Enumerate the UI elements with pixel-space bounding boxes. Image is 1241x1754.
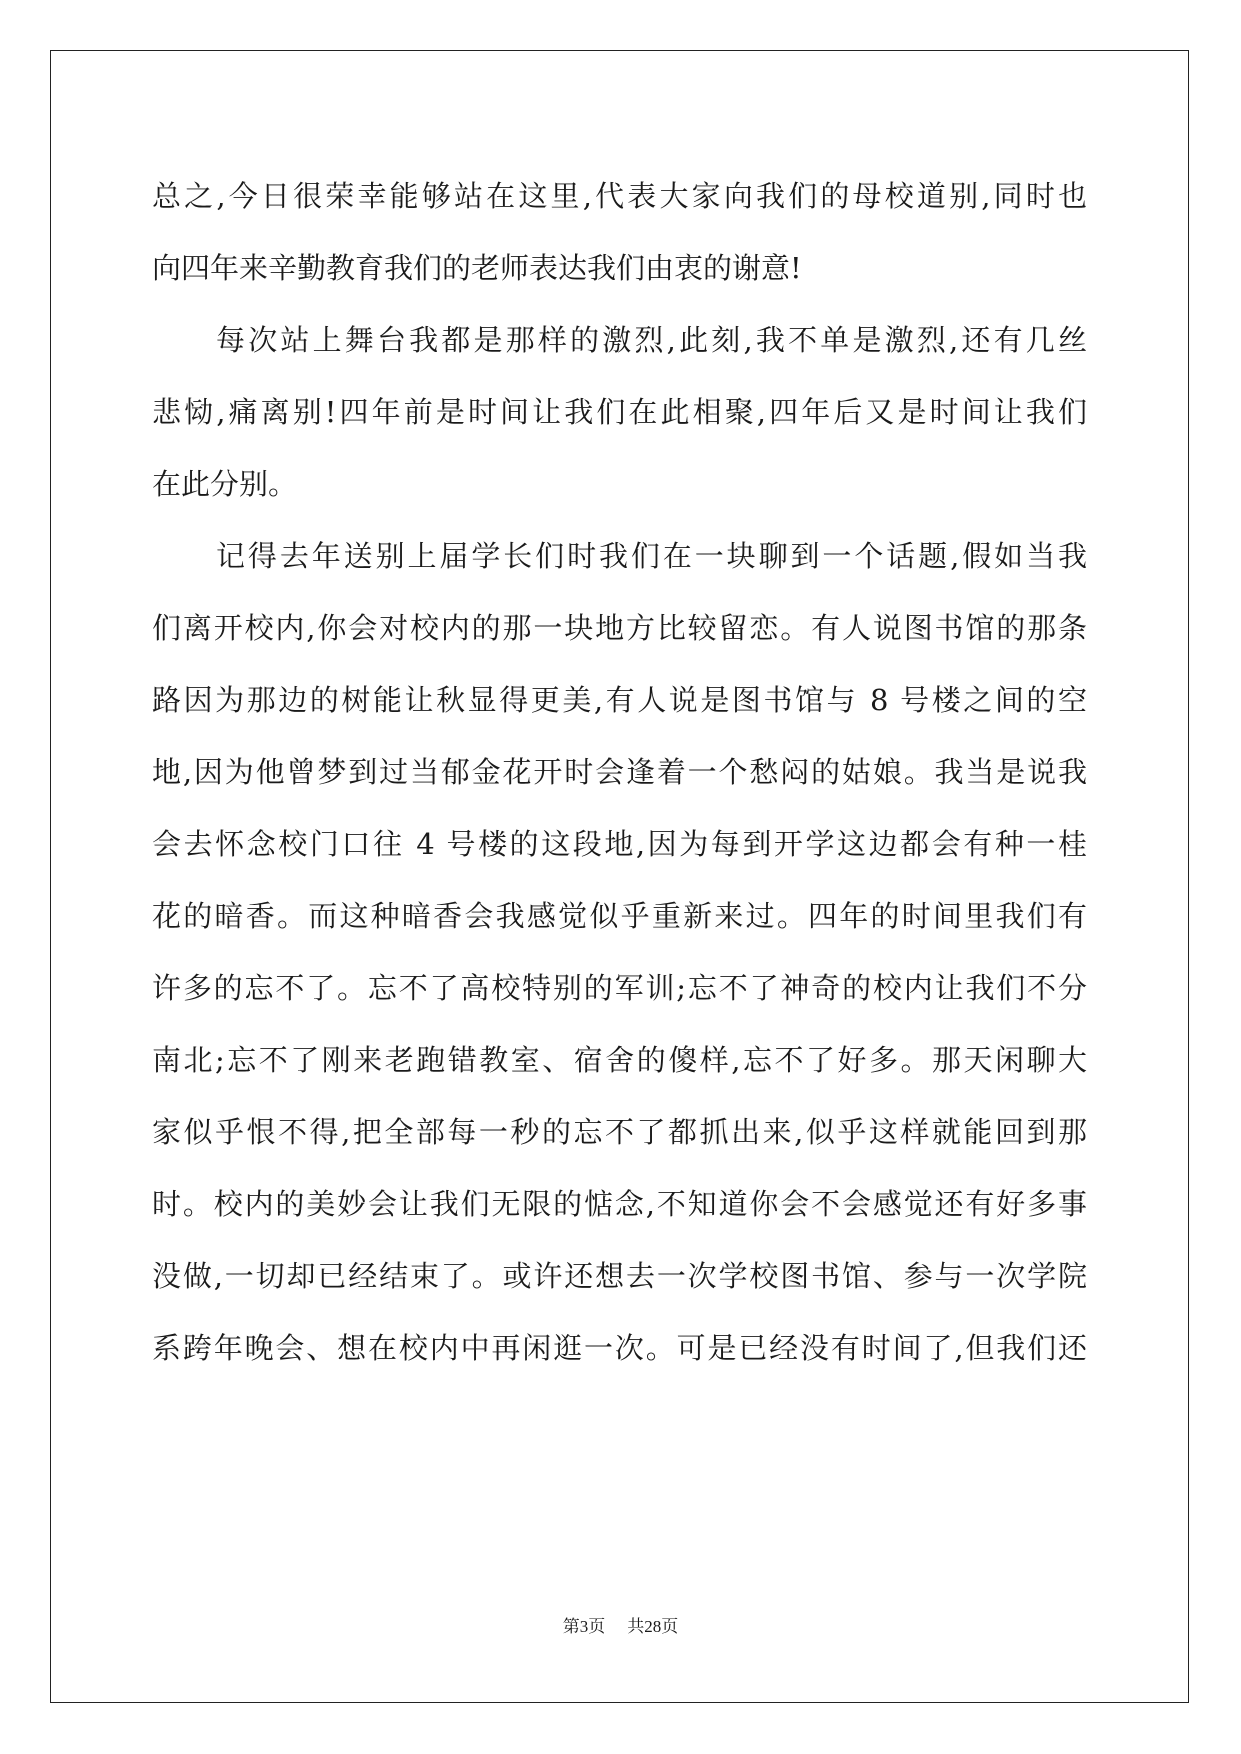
- total-page-count: 28: [644, 1617, 662, 1636]
- text-line: 地,因为他曾梦到过当郁金花开时会逢着一个愁闷的姑娘。我当是说我: [152, 755, 1087, 789]
- text-line: 时。校内的美妙会让我们无限的惦念,不知道你会不会感觉还有好多事: [152, 1187, 1087, 1221]
- text-line: 记得去年送别上届学长们时我们在一块聊到一个话题,假如当我: [216, 539, 1087, 573]
- text-line: 们离开校内,你会对校内的那一块地方比较留恋。有人说图书馆的那条: [152, 611, 1087, 645]
- text-line: 许多的忘不了。忘不了高校特别的军训;忘不了神奇的校内让我们不分: [152, 971, 1087, 1005]
- document-body: [152, 160, 1087, 1384]
- text-line: 总之,今日很荣幸能够站在这里,代表大家向我们的母校道别,同时也: [152, 179, 1087, 213]
- text-line: 会去怀念校门口往 4 号楼的这段地,因为每到开学这边都会有种一桂: [152, 827, 1087, 861]
- text-line: 路因为那边的树能让秋显得更美,有人说是图书馆与 8 号楼之间的空: [152, 683, 1087, 717]
- text-line: 没做,一切却已经结束了。或许还想去一次学校图书馆、参与一次学院: [152, 1259, 1087, 1293]
- page-suffix: 页: [588, 1617, 606, 1637]
- total-prefix: 共: [627, 1617, 645, 1637]
- text-line: 花的暗香。而这种暗香会我感觉似乎重新来过。四年的时间里我们有: [152, 899, 1087, 933]
- text-line: 悲恸,痛离别!四年前是时间让我们在此相聚,四年后又是时间让我们: [152, 395, 1087, 429]
- current-page-number: 3: [579, 1617, 589, 1636]
- text-line: 在此分别。: [152, 467, 298, 501]
- paragraph: [152, 304, 1087, 520]
- text-line: 系跨年晚会、想在校内中再闲逛一次。可是已经没有时间了,但我们还: [152, 1331, 1087, 1365]
- paragraph: [152, 160, 1087, 304]
- text-line: 南北;忘不了刚来老跑错教室、宿舍的傻样,忘不了好多。那天闲聊大: [152, 1043, 1087, 1077]
- total-suffix: 页: [661, 1617, 679, 1637]
- page-prefix: 第: [562, 1617, 580, 1637]
- page-number-footer: [0, 1612, 1241, 1637]
- text-line: 家似乎恨不得,把全部每一秒的忘不了都抓出来,似乎这样就能回到那: [152, 1115, 1087, 1149]
- text-line: 向四年来辛勤教育我们的老师表达我们由衷的谢意!: [152, 251, 802, 285]
- text-line: 每次站上舞台我都是那样的激烈,此刻,我不单是激烈,还有几丝: [216, 323, 1087, 357]
- paragraph: [152, 520, 1087, 1384]
